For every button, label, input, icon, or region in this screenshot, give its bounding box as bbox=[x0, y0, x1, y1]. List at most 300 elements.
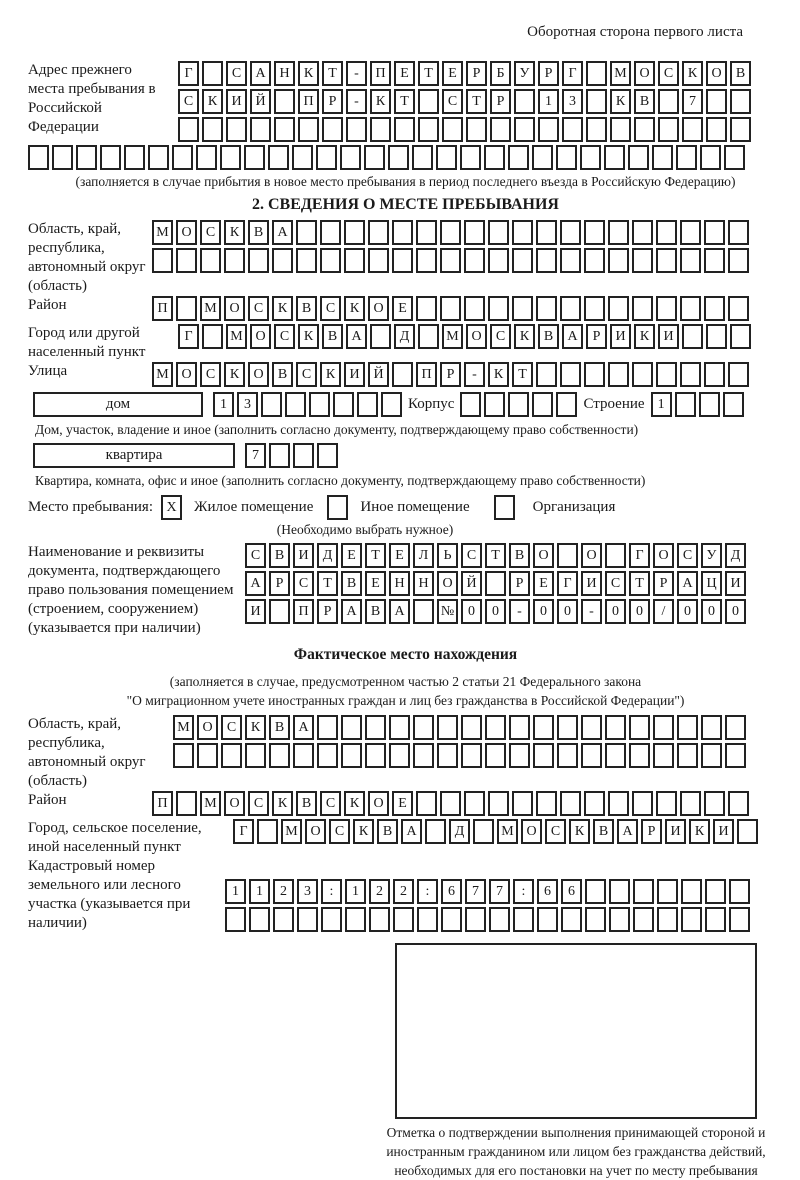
char-cell[interactable] bbox=[274, 117, 295, 142]
char-cell[interactable] bbox=[200, 248, 221, 273]
char-cell[interactable]: К bbox=[272, 791, 293, 816]
char-cell[interactable] bbox=[248, 248, 269, 273]
char-cell[interactable] bbox=[656, 791, 677, 816]
char-cell[interactable] bbox=[658, 117, 679, 142]
char-cell[interactable] bbox=[296, 220, 317, 245]
char-cell[interactable]: П bbox=[298, 89, 319, 114]
char-cell[interactable]: Ц bbox=[701, 571, 722, 596]
char-cell[interactable] bbox=[704, 362, 725, 387]
char-cell[interactable]: № bbox=[437, 599, 458, 624]
char-cell[interactable]: 1 bbox=[538, 89, 559, 114]
char-cell[interactable] bbox=[704, 296, 725, 321]
char-cell[interactable] bbox=[309, 392, 330, 417]
char-cell[interactable]: В bbox=[509, 543, 530, 568]
char-cell[interactable] bbox=[508, 145, 529, 170]
char-cell[interactable]: О bbox=[706, 61, 727, 86]
char-cell[interactable] bbox=[532, 145, 553, 170]
char-cell[interactable]: К bbox=[353, 819, 374, 844]
char-cell[interactable]: Г bbox=[557, 571, 578, 596]
char-cell[interactable] bbox=[701, 715, 722, 740]
char-cell[interactable]: 0 bbox=[533, 599, 554, 624]
char-cell[interactable] bbox=[197, 743, 218, 768]
char-cell[interactable]: О bbox=[653, 543, 674, 568]
char-cell[interactable]: И bbox=[713, 819, 734, 844]
char-cell[interactable] bbox=[608, 296, 629, 321]
char-cell[interactable]: Е bbox=[392, 791, 413, 816]
checkbox-other-premises[interactable] bbox=[327, 495, 348, 520]
char-cell[interactable] bbox=[298, 117, 319, 142]
char-cell[interactable] bbox=[701, 743, 722, 768]
char-cell[interactable]: 6 bbox=[561, 879, 582, 904]
char-cell[interactable]: С bbox=[490, 324, 511, 349]
char-cell[interactable] bbox=[706, 324, 727, 349]
char-cell[interactable]: М bbox=[226, 324, 247, 349]
char-cell[interactable] bbox=[370, 324, 391, 349]
char-cell[interactable] bbox=[488, 296, 509, 321]
char-cell[interactable]: Р bbox=[440, 362, 461, 387]
char-cell[interactable] bbox=[633, 879, 654, 904]
char-cell[interactable]: Д bbox=[317, 543, 338, 568]
char-cell[interactable]: И bbox=[658, 324, 679, 349]
char-cell[interactable] bbox=[680, 362, 701, 387]
char-cell[interactable]: А bbox=[562, 324, 583, 349]
char-cell[interactable] bbox=[536, 791, 557, 816]
char-cell[interactable] bbox=[725, 715, 746, 740]
char-cell[interactable] bbox=[560, 362, 581, 387]
char-cell[interactable] bbox=[489, 907, 510, 932]
char-cell[interactable]: К bbox=[298, 324, 319, 349]
char-cell[interactable] bbox=[202, 117, 223, 142]
char-cell[interactable] bbox=[584, 248, 605, 273]
char-cell[interactable] bbox=[737, 819, 758, 844]
char-cell[interactable]: Р bbox=[317, 599, 338, 624]
char-cell[interactable] bbox=[460, 392, 481, 417]
char-cell[interactable]: В bbox=[296, 296, 317, 321]
char-cell[interactable]: С bbox=[200, 220, 221, 245]
char-cell[interactable] bbox=[317, 743, 338, 768]
char-cell[interactable] bbox=[532, 392, 553, 417]
char-cell[interactable]: С bbox=[658, 61, 679, 86]
char-cell[interactable]: 0 bbox=[485, 599, 506, 624]
char-cell[interactable]: Г bbox=[178, 61, 199, 86]
char-cell[interactable] bbox=[658, 89, 679, 114]
char-cell[interactable]: Е bbox=[533, 571, 554, 596]
char-cell[interactable] bbox=[464, 791, 485, 816]
char-cell[interactable] bbox=[226, 117, 247, 142]
char-cell[interactable] bbox=[392, 248, 413, 273]
char-cell[interactable] bbox=[461, 743, 482, 768]
char-cell[interactable] bbox=[364, 145, 385, 170]
char-cell[interactable]: М bbox=[281, 819, 302, 844]
char-cell[interactable] bbox=[413, 743, 434, 768]
char-cell[interactable]: Т bbox=[512, 362, 533, 387]
char-cell[interactable]: П bbox=[416, 362, 437, 387]
char-cell[interactable] bbox=[632, 220, 653, 245]
char-cell[interactable] bbox=[680, 220, 701, 245]
char-cell[interactable] bbox=[677, 715, 698, 740]
char-cell[interactable] bbox=[700, 145, 721, 170]
char-cell[interactable]: Й bbox=[461, 571, 482, 596]
char-cell[interactable] bbox=[292, 145, 313, 170]
char-cell[interactable]: О bbox=[250, 324, 271, 349]
char-cell[interactable]: В bbox=[593, 819, 614, 844]
char-cell[interactable] bbox=[416, 220, 437, 245]
char-cell[interactable] bbox=[680, 791, 701, 816]
char-cell[interactable] bbox=[460, 145, 481, 170]
char-cell[interactable] bbox=[705, 879, 726, 904]
char-cell[interactable] bbox=[76, 145, 97, 170]
char-cell[interactable]: Т bbox=[418, 61, 439, 86]
char-cell[interactable] bbox=[628, 145, 649, 170]
char-cell[interactable] bbox=[656, 248, 677, 273]
char-cell[interactable]: О bbox=[533, 543, 554, 568]
char-cell[interactable]: 0 bbox=[557, 599, 578, 624]
char-cell[interactable] bbox=[490, 117, 511, 142]
char-cell[interactable]: О bbox=[581, 543, 602, 568]
char-cell[interactable] bbox=[536, 296, 557, 321]
char-cell[interactable] bbox=[585, 907, 606, 932]
char-cell[interactable] bbox=[629, 743, 650, 768]
char-cell[interactable]: В bbox=[365, 599, 386, 624]
char-cell[interactable]: С bbox=[545, 819, 566, 844]
char-cell[interactable] bbox=[269, 743, 290, 768]
char-cell[interactable]: 2 bbox=[369, 879, 390, 904]
char-cell[interactable] bbox=[464, 220, 485, 245]
char-cell[interactable] bbox=[465, 907, 486, 932]
char-cell[interactable] bbox=[418, 89, 439, 114]
char-cell[interactable] bbox=[557, 743, 578, 768]
char-cell[interactable]: А bbox=[341, 599, 362, 624]
char-cell[interactable] bbox=[173, 743, 194, 768]
char-cell[interactable] bbox=[320, 220, 341, 245]
char-cell[interactable]: Р bbox=[653, 571, 674, 596]
char-cell[interactable]: И bbox=[344, 362, 365, 387]
char-cell[interactable]: С bbox=[245, 543, 266, 568]
char-cell[interactable] bbox=[416, 791, 437, 816]
char-cell[interactable] bbox=[365, 715, 386, 740]
char-cell[interactable] bbox=[392, 362, 413, 387]
char-cell[interactable]: 7 bbox=[245, 443, 266, 468]
char-cell[interactable] bbox=[389, 715, 410, 740]
char-cell[interactable] bbox=[464, 248, 485, 273]
char-cell[interactable]: 2 bbox=[273, 879, 294, 904]
char-cell[interactable] bbox=[584, 791, 605, 816]
char-cell[interactable]: 2 bbox=[393, 879, 414, 904]
char-cell[interactable] bbox=[730, 117, 751, 142]
char-cell[interactable] bbox=[538, 117, 559, 142]
char-cell[interactable] bbox=[285, 392, 306, 417]
char-cell[interactable]: С bbox=[320, 296, 341, 321]
char-cell[interactable] bbox=[723, 392, 744, 417]
char-cell[interactable] bbox=[632, 362, 653, 387]
char-cell[interactable]: Е bbox=[341, 543, 362, 568]
char-cell[interactable] bbox=[581, 743, 602, 768]
char-cell[interactable] bbox=[657, 879, 678, 904]
char-cell[interactable]: Т bbox=[322, 61, 343, 86]
char-cell[interactable] bbox=[416, 296, 437, 321]
char-cell[interactable] bbox=[725, 743, 746, 768]
char-cell[interactable] bbox=[706, 117, 727, 142]
char-cell[interactable] bbox=[608, 791, 629, 816]
char-cell[interactable]: А bbox=[401, 819, 422, 844]
char-cell[interactable] bbox=[728, 220, 749, 245]
char-cell[interactable] bbox=[514, 117, 535, 142]
char-cell[interactable]: - bbox=[346, 61, 367, 86]
char-cell[interactable]: 0 bbox=[677, 599, 698, 624]
char-cell[interactable] bbox=[176, 296, 197, 321]
char-cell[interactable] bbox=[357, 392, 378, 417]
char-cell[interactable] bbox=[344, 248, 365, 273]
char-cell[interactable] bbox=[221, 743, 242, 768]
char-cell[interactable]: У bbox=[701, 543, 722, 568]
char-cell[interactable]: М bbox=[152, 362, 173, 387]
char-cell[interactable] bbox=[728, 791, 749, 816]
char-cell[interactable] bbox=[317, 715, 338, 740]
char-cell[interactable] bbox=[269, 599, 290, 624]
char-cell[interactable] bbox=[28, 145, 49, 170]
char-cell[interactable]: С bbox=[320, 791, 341, 816]
checkbox-residential[interactable]: X bbox=[161, 495, 182, 520]
char-cell[interactable]: В bbox=[341, 571, 362, 596]
char-cell[interactable] bbox=[680, 248, 701, 273]
char-cell[interactable] bbox=[416, 248, 437, 273]
char-cell[interactable] bbox=[704, 791, 725, 816]
char-cell[interactable] bbox=[437, 715, 458, 740]
char-cell[interactable] bbox=[257, 819, 278, 844]
char-cell[interactable] bbox=[220, 145, 241, 170]
char-cell[interactable] bbox=[699, 392, 720, 417]
char-cell[interactable]: 7 bbox=[682, 89, 703, 114]
char-cell[interactable] bbox=[273, 907, 294, 932]
char-cell[interactable] bbox=[652, 145, 673, 170]
char-cell[interactable]: С bbox=[329, 819, 350, 844]
char-cell[interactable]: О bbox=[197, 715, 218, 740]
char-cell[interactable]: Е bbox=[394, 61, 415, 86]
char-cell[interactable] bbox=[333, 392, 354, 417]
char-cell[interactable]: К bbox=[689, 819, 710, 844]
char-cell[interactable]: А bbox=[617, 819, 638, 844]
char-cell[interactable]: О bbox=[305, 819, 326, 844]
char-cell[interactable] bbox=[634, 117, 655, 142]
char-cell[interactable] bbox=[297, 907, 318, 932]
char-cell[interactable]: Т bbox=[317, 571, 338, 596]
char-cell[interactable] bbox=[368, 220, 389, 245]
char-cell[interactable] bbox=[320, 248, 341, 273]
char-cell[interactable] bbox=[512, 296, 533, 321]
char-cell[interactable]: О bbox=[634, 61, 655, 86]
char-cell[interactable] bbox=[682, 324, 703, 349]
char-cell[interactable] bbox=[269, 443, 290, 468]
char-cell[interactable]: В bbox=[377, 819, 398, 844]
char-cell[interactable]: К bbox=[202, 89, 223, 114]
char-cell[interactable] bbox=[704, 220, 725, 245]
char-cell[interactable]: О bbox=[224, 791, 245, 816]
char-cell[interactable] bbox=[562, 117, 583, 142]
char-cell[interactable]: С bbox=[461, 543, 482, 568]
char-cell[interactable] bbox=[344, 220, 365, 245]
char-cell[interactable]: А bbox=[250, 61, 271, 86]
char-cell[interactable] bbox=[345, 907, 366, 932]
char-cell[interactable] bbox=[202, 324, 223, 349]
char-cell[interactable] bbox=[484, 145, 505, 170]
char-cell[interactable] bbox=[418, 117, 439, 142]
char-cell[interactable] bbox=[730, 324, 751, 349]
char-cell[interactable] bbox=[340, 145, 361, 170]
char-cell[interactable] bbox=[484, 392, 505, 417]
char-cell[interactable]: Д bbox=[394, 324, 415, 349]
char-cell[interactable] bbox=[653, 715, 674, 740]
char-cell[interactable]: Р bbox=[586, 324, 607, 349]
char-cell[interactable] bbox=[418, 324, 439, 349]
char-cell[interactable]: - bbox=[581, 599, 602, 624]
char-cell[interactable]: Р bbox=[269, 571, 290, 596]
char-cell[interactable]: Р bbox=[466, 61, 487, 86]
char-cell[interactable]: М bbox=[152, 220, 173, 245]
char-cell[interactable]: Т bbox=[365, 543, 386, 568]
char-cell[interactable] bbox=[560, 248, 581, 273]
char-cell[interactable] bbox=[586, 89, 607, 114]
char-cell[interactable] bbox=[706, 89, 727, 114]
char-cell[interactable] bbox=[388, 145, 409, 170]
char-cell[interactable] bbox=[440, 791, 461, 816]
char-cell[interactable]: П bbox=[370, 61, 391, 86]
char-cell[interactable] bbox=[296, 248, 317, 273]
char-cell[interactable]: А bbox=[677, 571, 698, 596]
char-cell[interactable]: - bbox=[509, 599, 530, 624]
char-cell[interactable] bbox=[632, 791, 653, 816]
char-cell[interactable]: К bbox=[224, 362, 245, 387]
char-cell[interactable] bbox=[425, 819, 446, 844]
char-cell[interactable] bbox=[321, 907, 342, 932]
char-cell[interactable]: М bbox=[497, 819, 518, 844]
char-cell[interactable]: 1 bbox=[249, 879, 270, 904]
char-cell[interactable] bbox=[560, 296, 581, 321]
char-cell[interactable] bbox=[561, 907, 582, 932]
char-cell[interactable] bbox=[605, 743, 626, 768]
char-cell[interactable] bbox=[293, 443, 314, 468]
char-cell[interactable] bbox=[560, 791, 581, 816]
char-cell[interactable] bbox=[633, 907, 654, 932]
char-cell[interactable]: М bbox=[200, 296, 221, 321]
char-cell[interactable] bbox=[653, 743, 674, 768]
char-cell[interactable]: И bbox=[610, 324, 631, 349]
char-cell[interactable] bbox=[680, 296, 701, 321]
char-cell[interactable]: Н bbox=[274, 61, 295, 86]
char-cell[interactable] bbox=[675, 392, 696, 417]
char-cell[interactable] bbox=[584, 220, 605, 245]
char-cell[interactable] bbox=[632, 296, 653, 321]
char-cell[interactable] bbox=[536, 248, 557, 273]
char-cell[interactable]: Б bbox=[490, 61, 511, 86]
char-cell[interactable] bbox=[413, 715, 434, 740]
char-cell[interactable] bbox=[536, 362, 557, 387]
char-cell[interactable] bbox=[610, 117, 631, 142]
char-cell[interactable]: И bbox=[665, 819, 686, 844]
char-cell[interactable]: : bbox=[417, 879, 438, 904]
char-cell[interactable] bbox=[464, 296, 485, 321]
char-cell[interactable]: Е bbox=[392, 296, 413, 321]
char-cell[interactable] bbox=[533, 743, 554, 768]
char-cell[interactable]: 7 bbox=[489, 879, 510, 904]
char-cell[interactable]: К bbox=[320, 362, 341, 387]
char-cell[interactable] bbox=[533, 715, 554, 740]
char-cell[interactable] bbox=[580, 145, 601, 170]
char-cell[interactable] bbox=[341, 743, 362, 768]
char-cell[interactable] bbox=[585, 879, 606, 904]
char-cell[interactable] bbox=[488, 248, 509, 273]
char-cell[interactable] bbox=[442, 117, 463, 142]
char-cell[interactable]: 3 bbox=[237, 392, 258, 417]
char-cell[interactable] bbox=[466, 117, 487, 142]
char-cell[interactable]: Ь bbox=[437, 543, 458, 568]
char-cell[interactable]: И bbox=[581, 571, 602, 596]
char-cell[interactable]: Р bbox=[641, 819, 662, 844]
char-cell[interactable]: Е bbox=[365, 571, 386, 596]
char-cell[interactable]: А bbox=[389, 599, 410, 624]
char-cell[interactable]: И bbox=[245, 599, 266, 624]
char-cell[interactable] bbox=[509, 743, 530, 768]
char-cell[interactable] bbox=[728, 296, 749, 321]
char-cell[interactable] bbox=[473, 819, 494, 844]
char-cell[interactable]: И bbox=[293, 543, 314, 568]
char-cell[interactable] bbox=[608, 362, 629, 387]
char-cell[interactable]: - bbox=[346, 89, 367, 114]
char-cell[interactable]: М bbox=[442, 324, 463, 349]
char-cell[interactable] bbox=[461, 715, 482, 740]
char-cell[interactable]: С bbox=[248, 791, 269, 816]
char-cell[interactable] bbox=[604, 145, 625, 170]
char-cell[interactable]: К bbox=[344, 296, 365, 321]
char-cell[interactable] bbox=[485, 715, 506, 740]
char-cell[interactable]: 0 bbox=[605, 599, 626, 624]
char-cell[interactable] bbox=[704, 248, 725, 273]
char-cell[interactable]: О bbox=[248, 362, 269, 387]
char-cell[interactable] bbox=[682, 117, 703, 142]
char-cell[interactable] bbox=[178, 117, 199, 142]
char-cell[interactable]: О bbox=[368, 791, 389, 816]
char-cell[interactable]: В bbox=[634, 89, 655, 114]
char-cell[interactable] bbox=[250, 117, 271, 142]
char-cell[interactable] bbox=[705, 907, 726, 932]
char-cell[interactable] bbox=[381, 392, 402, 417]
char-cell[interactable] bbox=[485, 571, 506, 596]
char-cell[interactable]: У bbox=[514, 61, 535, 86]
char-cell[interactable] bbox=[393, 907, 414, 932]
char-cell[interactable] bbox=[681, 879, 702, 904]
char-cell[interactable] bbox=[608, 220, 629, 245]
char-cell[interactable]: С bbox=[442, 89, 463, 114]
char-cell[interactable] bbox=[293, 743, 314, 768]
char-cell[interactable] bbox=[124, 145, 145, 170]
char-cell[interactable]: / bbox=[653, 599, 674, 624]
char-cell[interactable]: 0 bbox=[725, 599, 746, 624]
char-cell[interactable]: С bbox=[200, 362, 221, 387]
char-cell[interactable]: Т bbox=[394, 89, 415, 114]
char-cell[interactable]: А bbox=[346, 324, 367, 349]
char-cell[interactable]: Н bbox=[389, 571, 410, 596]
char-cell[interactable] bbox=[176, 791, 197, 816]
char-cell[interactable] bbox=[657, 907, 678, 932]
char-cell[interactable]: 1 bbox=[651, 392, 672, 417]
char-cell[interactable] bbox=[440, 296, 461, 321]
char-cell[interactable]: 0 bbox=[701, 599, 722, 624]
char-cell[interactable] bbox=[584, 362, 605, 387]
char-cell[interactable]: К bbox=[634, 324, 655, 349]
char-cell[interactable] bbox=[557, 543, 578, 568]
char-cell[interactable] bbox=[681, 907, 702, 932]
char-cell[interactable] bbox=[728, 362, 749, 387]
char-cell[interactable] bbox=[413, 599, 434, 624]
